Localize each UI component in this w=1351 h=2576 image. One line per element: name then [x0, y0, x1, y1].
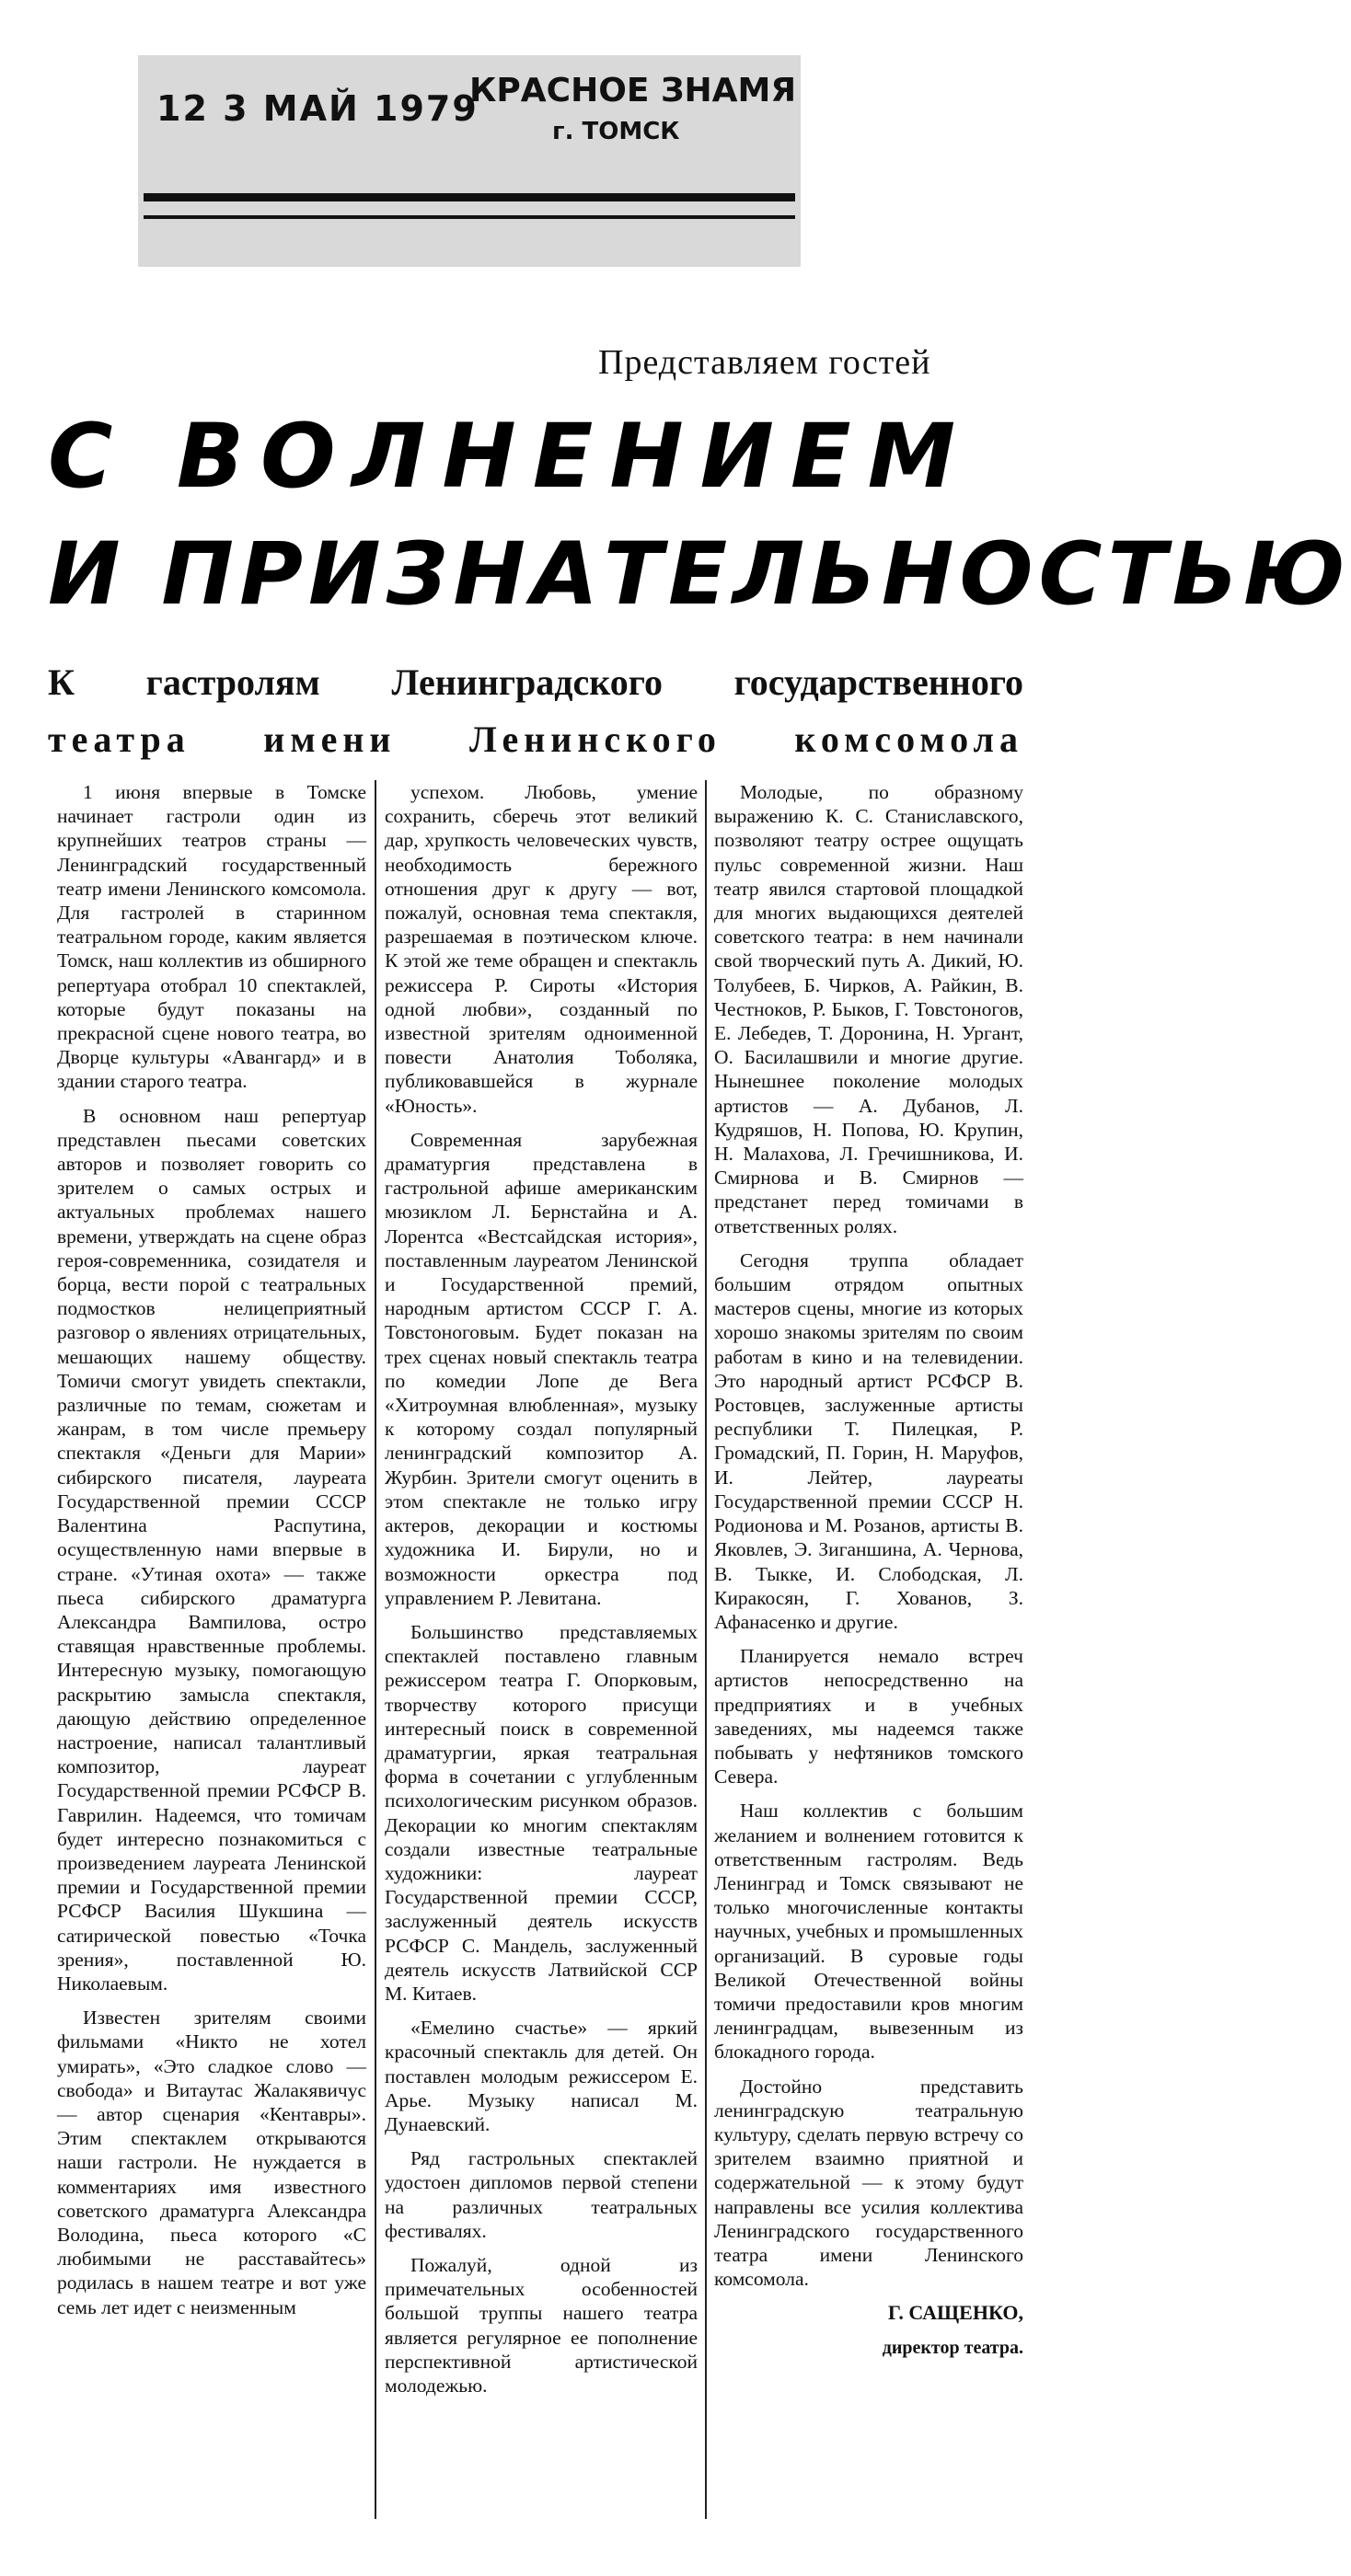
article-column-2	[385, 780, 698, 2533]
newspaper-name: КРАСНОЕ ЗНАМЯ	[469, 72, 797, 109]
newspaper-city: г. ТОМСК	[552, 118, 680, 145]
author-role: директор театра.	[882, 2337, 1023, 2358]
article-column-3	[714, 780, 1023, 2533]
paragraph: успехом. Любовь, умение сохранить, сберечь этот великий дар, хрупкость человеческих чувств, необходимость бережного отношения друг к другу — вот, пожалуй, основная тема спектакля, разрешаемая в поэтическом ключе. К этой же теме обращен и спектакль режиссера Р. Сироты «История одной любви», созданный по известной зрителям одноименной повести Анатолия Тоболяка, публиковавшейся в журнале «Юность».	[385, 781, 698, 1117]
paragraph: Молодые, по образному выражению К. С. Станиславского, позволяют театру острее ощущать пульс современной жизни. Наш театр явился стартовой площадкой для многих выдающихся деятелей советского театра: в нем начинали свой творческий путь А. Дикий, Ю. Толубеев, Б. Чирков, А. Райкин, В. Честноков, Р. Быков, Г. Товстоногов, Е. Лебедев, Т. Доронина, Н. Ургант, О. Басилашвили и многие другие. Нынешнее поколение молодых артистов — А. Дубанов, Л. Кудряшов, Н. Попова, Ю. Крупин, Н. Малахова, Л. Гречишникова, И. Смирнова и В. Смирнов — предстанет перед томичами в ответственных ролях.	[714, 781, 1023, 1237]
paragraph: Пожалуй, одной из примечательных особенностей большой труппы нашего театра является регулярное ее пополнение перспективной артистической молодежью.	[385, 2253, 698, 2397]
masthead-stamp	[138, 55, 801, 267]
paragraph: Достойно представить ленинградскую театральную культуру, сделать первую встречу со зрителем взаимно приятной и содержательной — к этому будут направлены все усилия коллектива Ленинградского государственного театра имени Ленинского комсомола.	[714, 2075, 1023, 2291]
author-signature: Г. САЩЕНКО,	[887, 2301, 1023, 2325]
subtitle-line-2: театра имени Ленинского комсомола	[48, 719, 1023, 760]
paragraph: Наш коллектив с большим желанием и волнением готовится к ответственным гастролям. Ведь Ленинград и Томск связывают не только многочисленные контакты научных, учебных и промышленных организаций. В суровые годы Великой Отечественной войны томичи предоставили кров многим ленинградцам, вывезенным из блокадного города.	[714, 1800, 1023, 2064]
headline-line-2: И ПРИЗНАТЕЛЬНОСТЬЮ	[48, 524, 1351, 625]
paragraph: Современная зарубежная драматургия представлена в гастрольной афише американским мюзиклом Л. Бернстайна и А. Лорентса «Вестсайдская история», поставленным лауреатом Ленинской и Государственной премий, народным артистом СССР Г. А. Товстоноговым. Будет показан на трех сценах новый спектакль театра по комедии Лопе де Вега «Хитроумная влюбленная», музыку к которому создал популярный ленинградский композитор А. Журбин. Зрители смогут оценить в этом спектакле не только игру актеров, декорации и костюмы художника И. Бирули, но и возможности оркестра под управлением Р. Левитана.	[385, 1128, 698, 1609]
stamp-date: 12 3 МАЙ 1979	[156, 88, 479, 129]
paragraph: Сегодня труппа обладает большим отрядом опытных мастеров сцены, многие из которых хорошо знакомы зрителям по своим работам в кино и на телевидении. Это народный артист РСФСР В. Ростовцев, заслуженные артисты республики Т. Пилецкая, Р. Громадский, П. Горин, Н. Маруфов, И. Лейтер, лауреаты Государственной премии СССР Н. Родионова и М. Розанов, артисты В. Яковлев, Э. Зиганшина, А. Чернова, В. Тыкке, И. Слободская, Л. Киракосян, Г. Хованов, З. Афанасенко и другие.	[714, 1248, 1023, 1633]
paragraph: Известен зрителям своими фильмами «Никто не хотел умирать», «Это сладкое слово — свобода» и Витаутас Жалакявичус — автор сценария «Кентавры». Этим спектаклем открываются наши гастроли. Не нуждается в комментариях имя известного советского драматурга Александра Володина, пьеса которого «С любимыми не расставайтесь» родилась в нашем театре и вот уже семь лет идет с неизменным	[57, 2007, 366, 2318]
headline-line-1: С ВОЛНЕНИЕМ	[48, 405, 973, 508]
paragraph: В основном наш репертуар представлен пьесами советских авторов и позволяет говорить со зрителем о самых острых и актуальных проблемах нашего времени, утверждать на сцене образ героя-современника, созидателя и борца, вести порой с театральных подмостков нелицеприятный разговор о явлениях отрицательных, мешающих нашему обществу. Томичи смогут увидеть спектакли, различные по темам, сюжетам и жанрам, в том числе премьеру спектакля «Деньги для Марии» сибирского писателя, лауреата Государственной премии СССР Валентина Распутина, осуществленную нами впервые в стране. «Утиная охота» — также пьеса сибирского драматурга Александра Вампилова, остро ставящая нравственные проблемы. Интересную музыку, помогающую раскрытию замысла спектакля, дающую действию определенное настроение, написал талантливый композитор, лауреат Государственной премии РСФСР В. Гаврилин. Надеемся, что томичам будет интересно познакомиться с произведением лауреата Ленинской премии и Государственной премии РСФСР Василия Шукшина — сатирической повестью «Точка зрения», поставленной Ю. Николаевым.	[57, 1104, 366, 1995]
paragraph: Ряд гастрольных спектаклей удостоен дипломов первой степени на различных театральных фестивалях.	[385, 2147, 698, 2242]
paragraph: 1 июня впервые в Томске начинает гастроли один из крупнейших театров страны — Ленинградский государственный театр имени Ленинского комсомола. Для гастролей в старинном театральном городе, каким является Томск, наш коллектив из обширного репертуара отобрал 10 спектаклей, которые будут показаны на прекрасной сцене нового театра, во Дворце культуры «Авангард» и в здании старого театра.	[57, 781, 366, 1093]
rubric: Представляем гостей	[598, 343, 931, 382]
column-divider	[375, 780, 376, 2519]
paragraph: Планируется немало встреч артистов непосредственно на предприятиях и в учебных заведениях, мы надеемся также побывать у нефтяников томского Севера.	[714, 1645, 1023, 1788]
column-divider	[705, 780, 707, 2519]
masthead-rule-thin	[144, 215, 795, 219]
masthead-rule-thick	[144, 193, 795, 201]
paragraph: «Емелино счастье» — яркий красочный спектакль для детей. Он поставлен молодым режиссером Е. Арье. Музыку написал М. Дунаевский.	[385, 2017, 698, 2135]
subtitle-line-1: К гастролям Ленинградского государственного	[48, 661, 1023, 703]
article-column-1	[57, 780, 366, 2533]
paragraph: Большинство представляемых спектаклей поставлено главным режиссером театра Г. Опорковым, творчеству которого присущи интересный поиск в современной драматургии, яркая театральная форма в сочетании с углубленным психологическим рисунком образов. Декорации ко многим спектаклям создали известные театральные художники: лауреат Государственной премии СССР, заслуженный деятель искусств РСФСР С. Мандель, заслуженный деятель искусств Латвийской ССР М. Китаев.	[385, 1620, 698, 2005]
